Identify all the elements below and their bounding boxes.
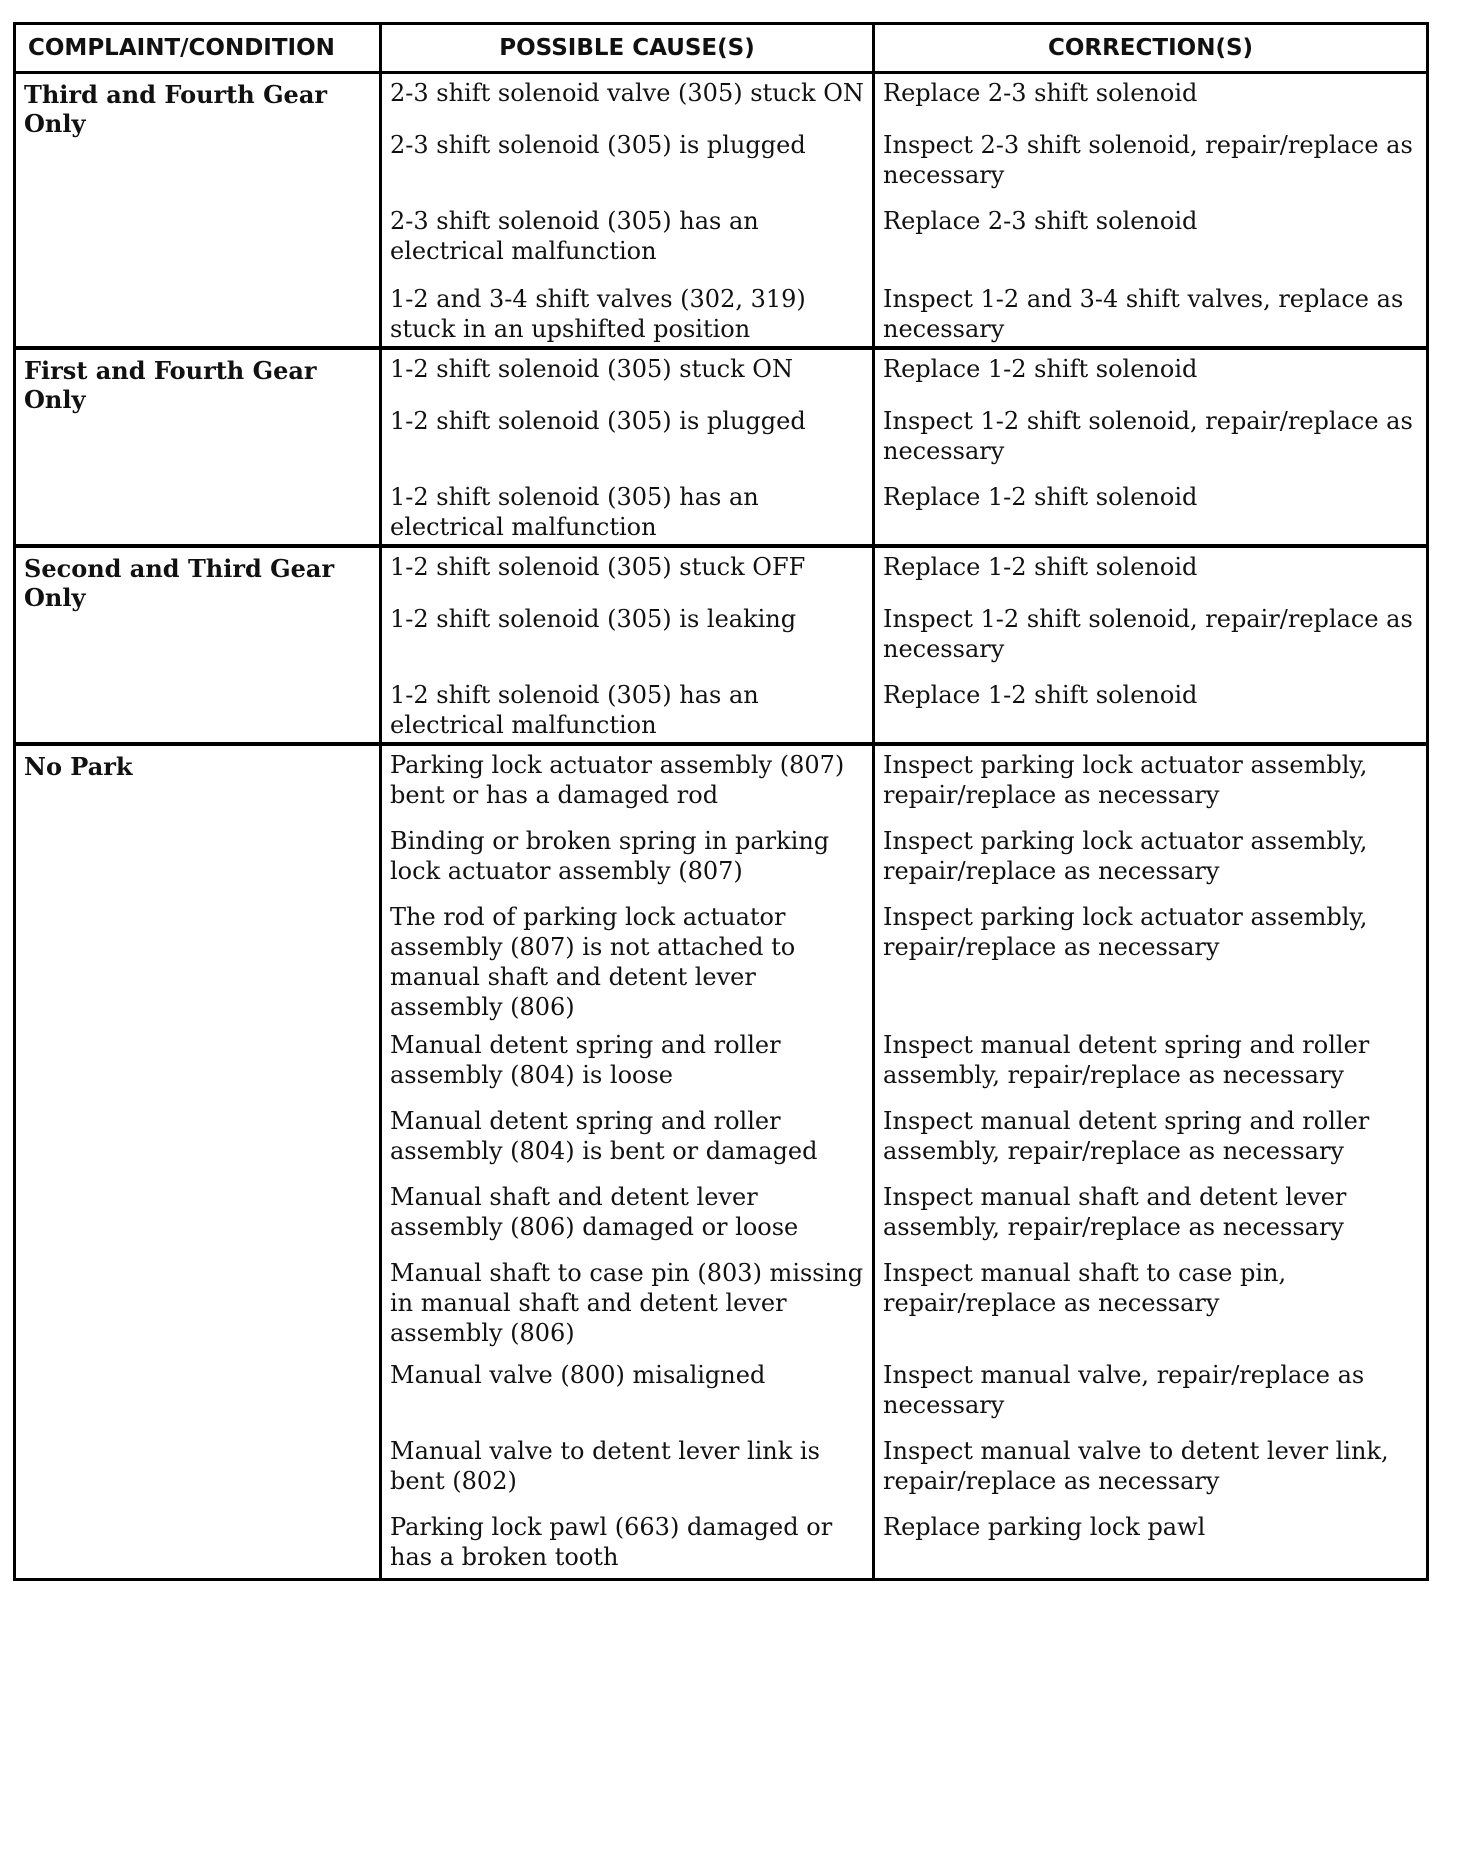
table-row — [382, 280, 1426, 346]
cause-correction-list — [382, 350, 1426, 544]
possible-cause: The rod of parking lock actuator assembly (807) is not attached to manual shaft and detent lever assembly (806) — [382, 898, 875, 1026]
header-complaint: COMPLAINT/CONDITION — [16, 25, 382, 71]
table-row — [382, 1432, 1426, 1508]
complaint-condition: No Park — [16, 746, 382, 1578]
correction: Replace 2-3 shift solenoid — [883, 207, 1198, 235]
table-row — [382, 1508, 1426, 1578]
possible-cause: Manual detent spring and roller assembly (804) is loose — [382, 1026, 875, 1102]
table-row — [382, 1102, 1426, 1178]
possible-cause: Manual shaft and detent lever assembly (806) damaged or loose — [382, 1178, 875, 1254]
cause-correction-list — [382, 548, 1426, 742]
possible-cause: Parking lock actuator assembly (807) bent or has a damaged rod — [382, 746, 875, 822]
table-row — [382, 74, 1426, 126]
correction: Inspect manual detent spring and roller assembly, repair/replace as necessary — [883, 1107, 1370, 1165]
table-body — [16, 74, 1426, 1578]
possible-cause: 2-3 shift solenoid (305) has an electrical malfunction — [382, 202, 875, 280]
correction: Inspect manual valve, repair/replace as necessary — [883, 1361, 1365, 1419]
header-corrections: CORRECTION(S) — [1047, 35, 1254, 61]
correction: Inspect 2-3 shift solenoid, repair/replace as necessary — [883, 131, 1413, 189]
table-row — [382, 676, 1426, 742]
possible-cause: 1-2 shift solenoid (305) stuck ON — [382, 350, 875, 402]
possible-cause: Parking lock pawl (663) damaged or has a broken tooth — [382, 1508, 875, 1578]
possible-cause: Manual shaft to case pin (803) missing in manual shaft and detent lever assembly (806) — [382, 1254, 875, 1356]
possible-cause: 1-2 shift solenoid (305) is leaking — [382, 600, 875, 676]
condition-group — [16, 548, 1426, 746]
table-row — [382, 402, 1426, 478]
table-row — [382, 478, 1426, 544]
header-possible-causes: POSSIBLE CAUSE(S) — [382, 25, 875, 71]
correction: Replace 1-2 shift solenoid — [883, 681, 1198, 709]
table-row — [382, 822, 1426, 898]
possible-cause: Manual valve to detent lever link is bent (802) — [382, 1432, 875, 1508]
possible-cause: 1-2 shift solenoid (305) is plugged — [382, 402, 875, 478]
table-row — [382, 1178, 1426, 1254]
possible-cause: Manual detent spring and roller assembly (804) is bent or damaged — [382, 1102, 875, 1178]
condition-group — [16, 350, 1426, 548]
cause-correction-list — [382, 74, 1426, 346]
condition-group — [16, 74, 1426, 350]
complaint-condition: First and Fourth Gear Only — [16, 350, 382, 544]
table-row — [382, 1026, 1426, 1102]
table-row — [382, 202, 1426, 280]
correction: Replace 2-3 shift solenoid — [883, 79, 1198, 107]
complaint-condition: Third and Fourth Gear Only — [16, 74, 382, 346]
possible-cause: Binding or broken spring in parking lock actuator assembly (807) — [382, 822, 875, 898]
condition-group — [16, 746, 1426, 1578]
table-row — [382, 126, 1426, 202]
table-row — [382, 746, 1426, 822]
correction: Inspect 1-2 shift solenoid, repair/replace as necessary — [883, 407, 1413, 465]
correction: Inspect manual detent spring and roller assembly, repair/replace as necessary — [883, 1031, 1370, 1089]
possible-cause: 2-3 shift solenoid valve (305) stuck ON — [382, 74, 875, 126]
correction: Inspect parking lock actuator assembly, repair/replace as necessary — [883, 751, 1368, 809]
correction: Inspect parking lock actuator assembly, repair/replace as necessary — [883, 903, 1368, 961]
correction: Replace 1-2 shift solenoid — [883, 483, 1198, 511]
diagnosis-table — [13, 22, 1429, 1581]
table-row — [382, 898, 1426, 1026]
table-row — [382, 1356, 1426, 1432]
correction: Inspect manual valve to detent lever link, repair/replace as necessary — [883, 1437, 1389, 1495]
correction: Inspect manual shaft to case pin, repair/replace as necessary — [883, 1259, 1287, 1317]
possible-cause: 1-2 shift solenoid (305) stuck OFF — [382, 548, 875, 600]
possible-cause: 1-2 and 3-4 shift valves (302, 319) stuck in an upshifted position — [382, 280, 875, 346]
correction: Replace 1-2 shift solenoid — [883, 553, 1198, 581]
correction: Inspect 1-2 shift solenoid, repair/replace as necessary — [883, 605, 1413, 663]
correction: Inspect parking lock actuator assembly, repair/replace as necessary — [883, 827, 1368, 885]
complaint-condition: Second and Third Gear Only — [16, 548, 382, 742]
correction: Inspect manual shaft and detent lever assembly, repair/replace as necessary — [883, 1183, 1347, 1241]
possible-cause: 1-2 shift solenoid (305) has an electrical malfunction — [382, 676, 875, 742]
table-row — [382, 350, 1426, 402]
possible-cause: 1-2 shift solenoid (305) has an electrical malfunction — [382, 478, 875, 544]
table-header — [16, 25, 1426, 74]
table-row — [382, 548, 1426, 600]
possible-cause: 2-3 shift solenoid (305) is plugged — [382, 126, 875, 202]
correction: Inspect 1-2 and 3-4 shift valves, replace as necessary — [883, 285, 1404, 343]
table-row — [382, 1254, 1426, 1356]
table-row — [382, 600, 1426, 676]
correction: Replace parking lock pawl — [883, 1513, 1206, 1541]
correction: Replace 1-2 shift solenoid — [883, 355, 1198, 383]
cause-correction-list — [382, 746, 1426, 1578]
possible-cause: Manual valve (800) misaligned — [382, 1356, 875, 1432]
